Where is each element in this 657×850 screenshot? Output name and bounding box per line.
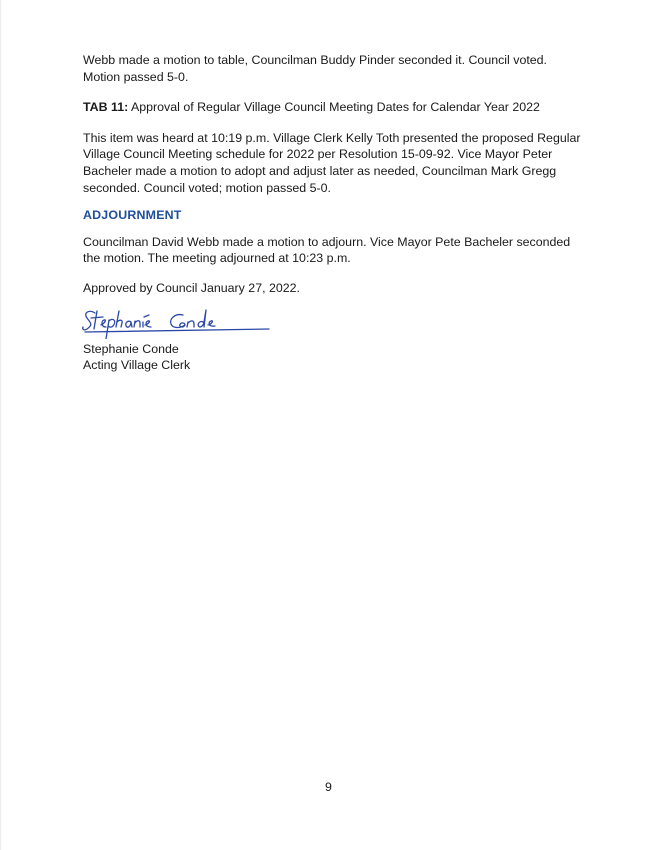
continuation-paragraph: Webb made a motion to table, Councilman Buddy Pinder seconded it. Council voted. Motion passed 5-0. — [83, 53, 548, 84]
approval-line: Approved by Council January 27, 2022. — [83, 280, 300, 295]
tab-11-label: TAB 11: — [83, 100, 129, 115]
signature — [79, 305, 279, 339]
tab-11-body: This item was heard at 10:19 p.m. Village Clerk Kelly Toth presented the proposed Regular Village Council Meeting schedule for 2022 per Resolution 15-09-92. Vice Mayor Peter Bacheler made a motion to adopt and adjust later as needed, Councilman Mark Gregg seconded. Council voted; motion passed 5-0. — [83, 130, 581, 195]
tab-11-heading — [83, 99, 583, 116]
signature-image — [79, 305, 279, 339]
tab-11-title: Approval of Regular Village Council Meeting Dates for Calendar Year 2022 — [130, 100, 540, 115]
adjournment-body: Councilman David Webb made a motion to adjourn. Vice Mayor Pete Bacheler seconded the motion. The meeting adjourned at 10:23 p.m. — [83, 234, 571, 266]
page-number: 9 — [325, 780, 332, 794]
signatory-block — [83, 341, 583, 374]
page-edge — [0, 0, 2, 850]
adjournment-heading: ADJOURNMENT — [83, 208, 182, 223]
minutes-page — [83, 52, 583, 374]
signatory-name: Stephanie Conde — [83, 341, 179, 356]
signatory-title: Acting Village Clerk — [83, 358, 191, 373]
